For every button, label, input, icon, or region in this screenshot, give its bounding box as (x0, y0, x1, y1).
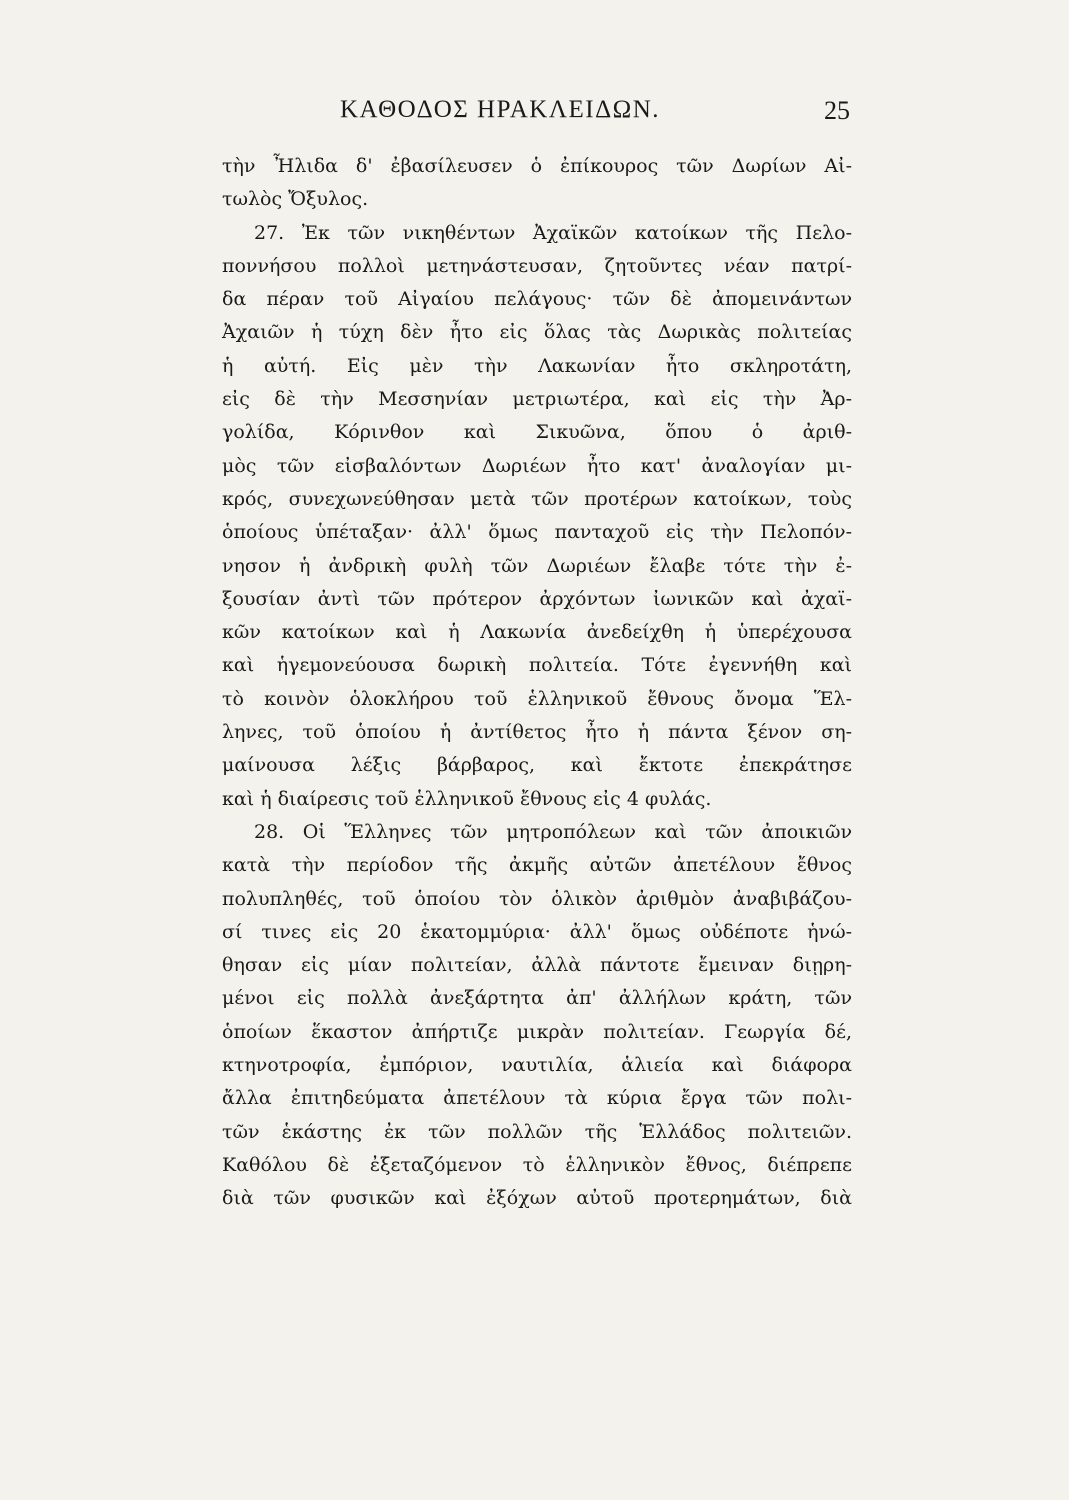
text-line: κρός, συνεχωνεύθησαν μετὰ τῶν προτέρων κατοίκων, τοὺς (222, 487, 852, 510)
text-line: μὸς τῶν εἰσβαλόντων Δωριέων ἦτο κατ' ἀναλογίαν μι- (222, 454, 852, 477)
body-text (222, 150, 852, 1216)
text-line: καὶ ἡ διαίρεσις τοῦ ἑλληνικοῦ ἔθνους εἰς 4 φυλάς. (222, 787, 712, 810)
text-line: ὁποίων ἕκαστον ἀπήρτιζε μικρὰν πολιτείαν. Γεωργία δέ, (222, 1020, 852, 1043)
text-line: καὶ ἡγεμονεύουσα δωρικὴ πολιτεία. Τότε ἐγεννήθη καὶ (222, 654, 852, 677)
text-line: 27. Ἐκ τῶν νικηθέντων Ἀχαϊκῶν κατοίκων τῆς Πελο- (254, 221, 852, 244)
text-line: νησον ἡ ἀνδρικὴ φυλὴ τῶν Δωριέων ἔλαβε τότε τὴν ἐ- (222, 554, 852, 577)
running-header (240, 96, 850, 136)
text-line: μαίνουσα λέξις βάρβαρος, καὶ ἔκτοτε ἐπεκράτησε (222, 754, 852, 777)
text-line: πολυπληθές, τοῦ ὁποίου τὸν ὁλικὸν ἀριθμὸν ἀναβιβάζου- (222, 887, 852, 910)
text-line: τὴν Ἦλιδα δ' ἐβασίλευσεν ὁ ἐπίκουρος τῶν Δωρίων Αἰ- (222, 155, 852, 177)
text-line: τῶν ἑκάστης ἐκ τῶν πολλῶν τῆς Ἑλλάδος πολιτειῶν. (222, 1120, 852, 1143)
text-line: τωλὸς Ὄξυλος. (222, 188, 369, 211)
text-line: εἰς δὲ τὴν Μεσσηνίαν μετριωτέρα, καὶ εἰς τὴν Ἀρ- (222, 388, 852, 411)
page-number: 25 (824, 96, 850, 125)
running-title: ΚΑΘΟΔΟΣ ΗΡΑΚΛΕΙΔΩΝ. (340, 96, 661, 123)
text-line: ληνες, τοῦ ὁποίου ἡ ἀντίθετος ἦτο ἡ πάντα ξένον ση- (222, 721, 852, 744)
text-line: θησαν εἰς μίαν πολιτείαν, ἀλλὰ πάντοτε ἔμειναν διῃρη- (222, 954, 852, 977)
text-line: ἡ αὐτή. Εἰς μὲν τὴν Λακωνίαν ἦτο σκληροτάτη, (222, 354, 852, 377)
text-line: κτηνοτροφία, ἐμπόριον, ναυτιλία, ἁλιεία καὶ διάφορα (222, 1054, 852, 1077)
text-line: ποννήσου πολλοὶ μετηνάστευσαν, ζητοῦντες νέαν πατρί- (222, 254, 852, 277)
text-line: ὁποίους ὑπέταξαν· ἀλλ' ὅμως πανταχοῦ εἰς τὴν Πελοπόν- (222, 521, 852, 544)
text-line: δα πέραν τοῦ Αἰγαίου πελάγους· τῶν δὲ ἀπομεινάντων (222, 288, 852, 311)
text-line: μένοι εἰς πολλὰ ἀνεξάρτητα ἀπ' ἀλλήλων κράτη, τῶν (222, 987, 852, 1010)
text-line: Ἀχαιῶν ἡ τύχη δὲν ἦτο εἰς ὅλας τὰς Δωρικὰς πολιτείας (222, 321, 852, 344)
text-line: κατὰ τὴν περίοδον τῆς ἀκμῆς αὐτῶν ἀπετέλουν ἔθνος (222, 854, 852, 877)
text-line: 28. Οἱ Ἕλληνες τῶν μητροπόλεων καὶ τῶν ἀποικιῶν (254, 820, 852, 843)
text-line: σί τινες εἰς 20 ἑκατομμύρια· ἀλλ' ὅμως οὐδέποτε ἡνώ- (222, 920, 852, 943)
text-line: ἄλλα ἐπιτηδεύματα ἀπετέλουν τὰ κύρια ἔργα τῶν πολι- (222, 1087, 852, 1110)
text-line: τὸ κοινὸν ὁλοκλήρου τοῦ ἑλληνικοῦ ἔθνους ὄνομα Ἕλ- (222, 687, 852, 710)
text-line: διὰ τῶν φυσικῶν καὶ ἐξόχων αὐτοῦ προτερημάτων, διὰ (222, 1187, 852, 1210)
text-line: κῶν κατοίκων καὶ ἡ Λακωνία ἀνεδείχθη ἡ ὑπερέχουσα (222, 621, 852, 644)
text-line: Καθόλου δὲ ἐξεταζόμενον τὸ ἑλληνικὸν ἔθνος, διέπρεπε (222, 1153, 852, 1176)
text-line: γολίδα, Κόρινθον καὶ Σικυῶνα, ὅπου ὁ ἀριθ- (222, 421, 852, 444)
text-line: ξουσίαν ἀντὶ τῶν πρότερον ἀρχόντων ἰωνικῶν καὶ ἀχαϊ- (222, 587, 852, 610)
